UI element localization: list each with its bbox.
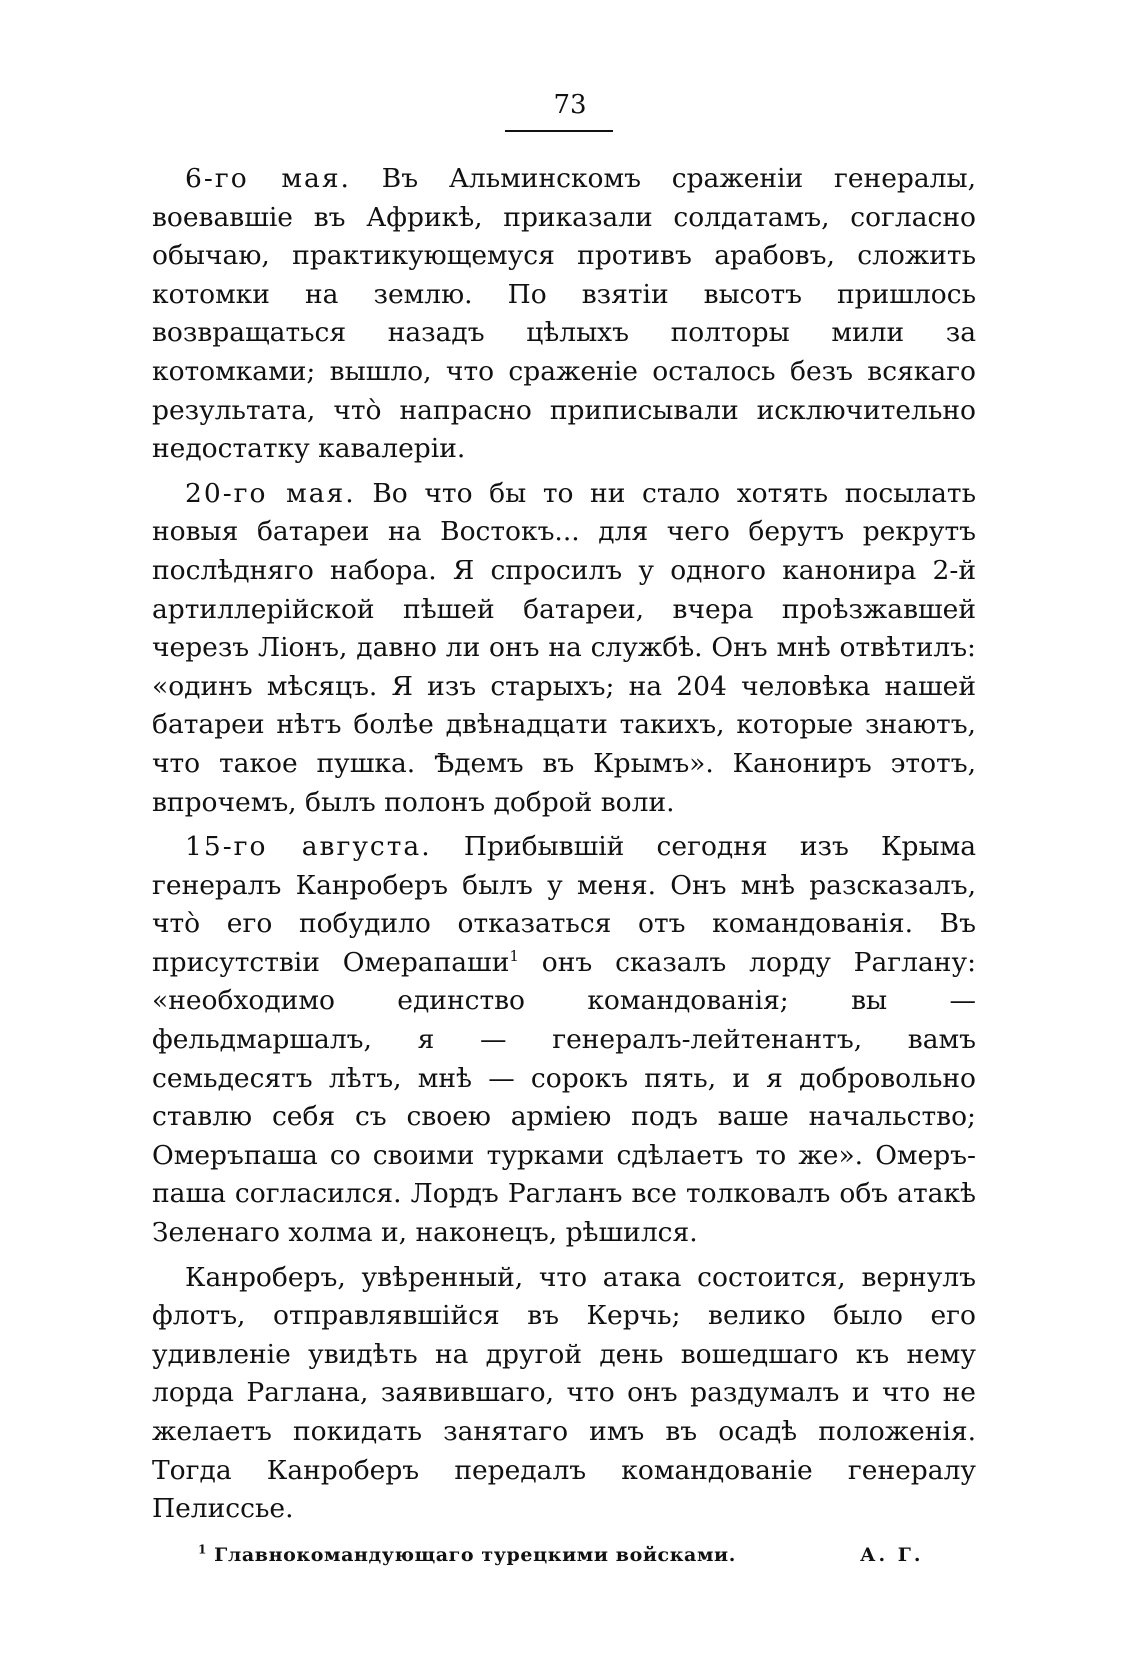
paragraph-august-15 <box>152 828 976 1253</box>
entry-text: Въ Альминскомъ сраженіи генералы, воевавшіе въ Африкѣ, приказали солдатамъ, согласно обычаю, практикующемуся противъ арабовъ, сложить котомки на землю. По взятіи высотъ пришлось возвращаться назадъ цѣлыхъ полторы мили за котомками; вышло, что сраженіе осталось безъ всякаго результата, что̀ напрасно приписывали исключительно недостатку кавалеріи. <box>152 163 976 465</box>
page-body <box>152 160 976 1535</box>
entry-date: 6-го мая. <box>185 163 351 194</box>
page-number: 73 <box>553 90 587 120</box>
page-number-rule <box>505 130 613 132</box>
footnote-marker: 1 <box>198 1542 207 1557</box>
entry-text: Канроберъ, увѣренный, что атака состоится, вернулъ флотъ, отправлявшійся въ Керчь; велико было его удивленіе увидѣть на другой день вошедшаго къ нему лорда Раглана, заявившаго, что онъ раздумалъ и что не желаетъ покидать занятаго имъ въ осадѣ положенія. Тогда Канроберъ передалъ командованіе генералу Пелиссье. <box>152 1261 976 1525</box>
author-signature: А. Г. <box>860 1544 924 1566</box>
footnote-text: Главнокомандующаго турецкими войсками. <box>214 1544 736 1566</box>
paragraph-canrobert <box>152 1259 976 1529</box>
paragraph-may-6 <box>152 160 976 469</box>
entry-date: 20-го мая. <box>185 477 356 509</box>
paragraph-may-20 <box>152 475 976 822</box>
entry-text: Прибывшій сегодня изъ Крыма генералъ Канроберъ былъ у меня. Онъ мнѣ разсказалъ, что̀ его побудило отказаться отъ командованія. Въ присутствіи Омерапаши <box>152 831 976 978</box>
entry-date: 15-го августа. <box>185 831 432 863</box>
entry-text-continued: онъ сказалъ лорду Раглану: «необходимо единство командованія; вы — фельдмаршалъ, я — генералъ-лейтенантъ, вамъ семьдесятъ лѣтъ, мнѣ — сорокъ пять, и я добровольно ставлю себя съ своею арміею подъ ваше начальство; Омеръпаша со своими турками сдѣлаетъ то же». Омеръ-паша согласился. Лордъ Рагланъ все толковалъ объ атакѣ Зеленаго холма и, наконецъ, рѣшился. <box>152 946 976 1249</box>
footnote-reference: 1 <box>509 947 519 966</box>
footnote <box>198 1542 908 1568</box>
entry-text: Во что бы то ни стало хотять посылать новыя батареи на Востокъ... для чего берутъ рекрутъ послѣдняго набора. Я спросилъ у одного канонира 2-й артиллерійской пѣшей батареи, вчера проѣзжавшей черезъ Ліонъ, давно ли онъ на службѣ. Онъ мнѣ отвѣтилъ: «одинъ мѣсяцъ. Я изъ старыхъ; на 204 человѣка нашей батареи нѣтъ болѣе двѣнадцати такихъ, которые знаютъ, что такое пушка. Ѣдемъ въ Крымъ». Канониръ этотъ, впрочемъ, былъ полонъ доброй воли. <box>152 477 976 818</box>
